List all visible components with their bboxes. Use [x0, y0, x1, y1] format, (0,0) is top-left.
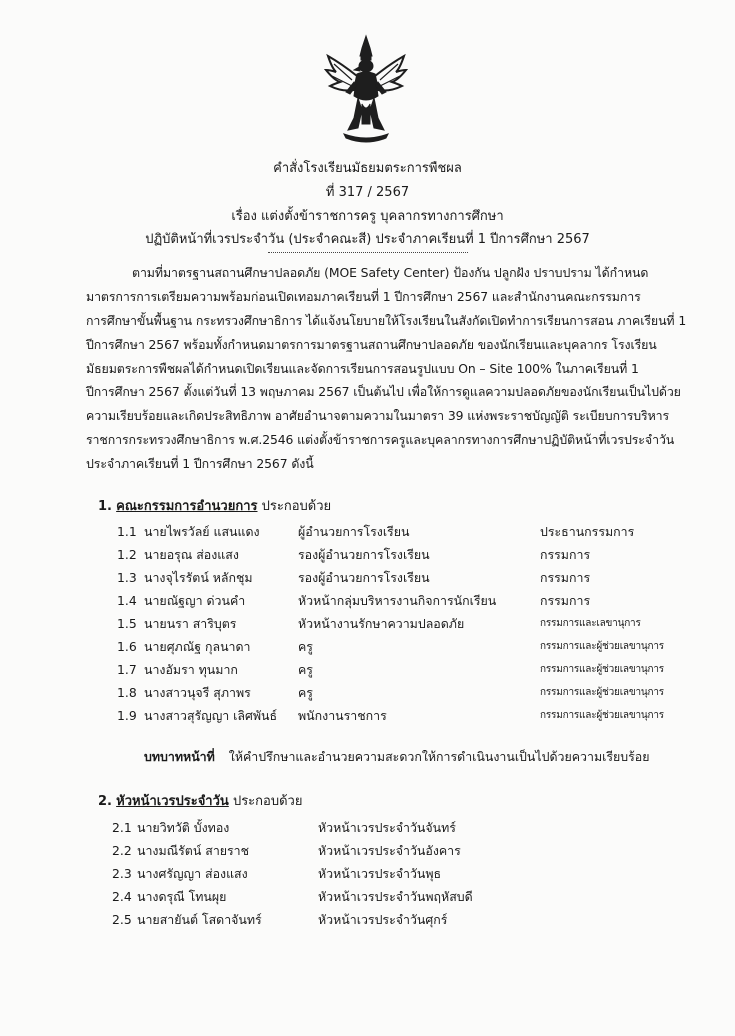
member-role: กรรมการและผู้ช่วยเลขานุการ [540, 687, 664, 698]
member-position: หัวหน้าเวรประจำวันจันทร์ [318, 820, 456, 835]
member-name: นายสายันต์ โสดาจันทร์ [137, 912, 262, 927]
dotted-divider [268, 252, 468, 253]
body-line: มัธยมตระการพืชผลได้กำหนดเปิดเรียนและจัดการเรียนการสอนรูปแบบ On – Site 100% ในภาคเรียนที่ 1 [86, 361, 639, 376]
member-position: หัวหน้าเวรประจำวันอังคาร [318, 843, 461, 858]
member-position: รองผู้อำนวยการโรงเรียน [298, 570, 430, 585]
table-row [0, 590, 735, 612]
member-position: ครู [298, 685, 313, 700]
garuda-emblem-icon [324, 34, 408, 146]
body-line: ประจำภาคเรียนที่ 1 ปีการศึกษา 2567 ดังนี้ [86, 456, 314, 471]
table-row [0, 659, 735, 681]
section1-heading [98, 498, 331, 516]
member-name: นางดรุณี โทนผุย [137, 889, 227, 904]
member-role: กรรมการและผู้ช่วยเลขานุการ [540, 710, 664, 721]
member-no: 1.7 [117, 662, 137, 677]
table-row [0, 705, 735, 727]
member-no: 1.1 [117, 524, 137, 539]
table-row [0, 613, 735, 635]
member-no: 2.5 [112, 912, 132, 927]
member-no: 1.8 [117, 685, 137, 700]
member-no: 1.9 [117, 708, 137, 723]
member-role: กรรมการและเลขานุการ [540, 618, 641, 629]
member-no: 2.2 [112, 843, 132, 858]
member-position: หัวหน้าเวรประจำวันพุธ [318, 866, 442, 881]
member-name: นางจุไรรัตน์ หลักชุม [144, 570, 253, 585]
member-no: 1.6 [117, 639, 137, 654]
member-no: 1.5 [117, 616, 137, 631]
table-row [0, 863, 735, 885]
member-name: นายศุภณัฐ กุลนาดา [144, 639, 251, 654]
member-no: 1.4 [117, 593, 137, 608]
member-no: 2.4 [112, 889, 132, 904]
table-row [0, 567, 735, 589]
body-line: ราชการกระทรวงศึกษาธิการ พ.ศ.2546 แต่งตั้งข้าราชการครูและบุคลากรทางการศึกษาปฏิบัติหน้าที่เวรประจำวัน [86, 432, 675, 447]
member-no: 1.3 [117, 570, 137, 585]
member-name: นางอัมรา ทุนมาก [144, 662, 238, 677]
duty-text: ให้คำปรึกษาและอำนวยความสะดวกให้การดำเนินงานเป็นไปด้วยความเรียบร้อย [228, 749, 650, 764]
member-position: ครู [298, 639, 313, 654]
section1-suffix: ประกอบด้วย [261, 499, 332, 514]
section1-title: คณะกรรมการอำนวยการ [116, 499, 258, 514]
member-role: กรรมการ [540, 570, 591, 585]
member-name: นายนรา สาริบุตร [144, 616, 237, 631]
section2-number: 2. [98, 794, 112, 809]
table-row [0, 886, 735, 908]
body-line: ตามที่มาตรฐานสถานศึกษาปลอดภัย (MOE Safety Center) ป้องกัน ปลูกฝัง ปราบปราม ได้กำหนด [132, 265, 649, 280]
member-position: หัวหน้าเวรประจำวันพฤหัสบดี [318, 889, 473, 904]
body-line: การศึกษาขั้นพื้นฐาน กระทรวงศึกษาธิการ ได้แจ้งนโยบายให้โรงเรียนในสังกัดเปิดทำการเรียนการสอน ภาคเรียนที่ 1 [86, 313, 687, 328]
member-name: นางสาวสุรัญญา เลิศพันธ์ [144, 708, 278, 723]
member-position: ผู้อำนวยการโรงเรียน [298, 524, 410, 539]
order-number: ที่ 317 / 2567 [325, 185, 410, 200]
member-position: รองผู้อำนวยการโรงเรียน [298, 547, 430, 562]
member-no: 1.2 [117, 547, 137, 562]
section2-suffix: ประกอบด้วย [232, 794, 303, 809]
body-line: มาตรการการเตรียมความพร้อมก่อนเปิดเทอมภาคเรียนที่ 1 ปีการศึกษา 2567 และสำนักงานคณะกรรมการ [86, 289, 641, 304]
member-name: นายอรุณ ส่องแสง [144, 547, 239, 562]
section2-title: หัวหน้าเวรประจำวัน [116, 794, 229, 809]
member-name: นายณัฐญา ด่วนคำ [144, 593, 246, 608]
table-row [0, 817, 735, 839]
member-position: พนักงานราชการ [298, 708, 387, 723]
member-no: 2.1 [112, 820, 132, 835]
order-title: คำสั่งโรงเรียนมัธยมตระการพืชผล [273, 161, 462, 176]
member-name: นางมณีรัตน์ สายราช [137, 843, 250, 858]
member-name: นายวิทวัติ บั้งทอง [137, 820, 230, 835]
member-no: 2.3 [112, 866, 132, 881]
member-role: กรรมการ [540, 547, 591, 562]
member-role: กรรมการ [540, 593, 591, 608]
member-position: ครู [298, 662, 313, 677]
member-role: กรรมการและผู้ช่วยเลขานุการ [540, 641, 664, 652]
table-row [0, 682, 735, 704]
duty-statement [144, 747, 650, 767]
member-role: ประธานกรรมการ [540, 524, 635, 539]
member-name: นางศรัญญา ส่องแสง [137, 866, 248, 881]
table-row [0, 840, 735, 862]
member-position: หัวหน้ากลุ่มบริหารงานกิจการนักเรียน [298, 593, 497, 608]
order-subject-line2: ปฏิบัติหน้าที่เวรประจำวัน (ประจำคณะสี) ประจำภาคเรียนที่ 1 ปีการศึกษา 2567 [145, 232, 590, 247]
body-line: ปีการศึกษา 2567 พร้อมทั้งกำหนดมาตรการมาตรฐานสถานศึกษาปลอดภัย ของนักเรียนและบุคลากร โรงเรียน [86, 337, 657, 352]
duty-label: บทบาทหน้าที่ [144, 749, 215, 764]
section2-heading [98, 793, 302, 811]
member-name: นายไพรวัลย์ แสนแดง [144, 524, 260, 539]
body-line: ปีการศึกษา 2567 ตั้งแต่วันที่ 13 พฤษภาคม 2567 เป็นต้นไป เพื่อให้การดูแลความปลอดภัยของนักเรียนเป็นไปด้วย [86, 384, 681, 399]
order-subject: เรื่อง แต่งตั้งข้าราชการครู บุคลากรทางการศึกษา [231, 209, 504, 224]
table-row [0, 521, 735, 543]
member-role: กรรมการและผู้ช่วยเลขานุการ [540, 664, 664, 675]
section1-number: 1. [98, 499, 112, 514]
table-row [0, 636, 735, 658]
table-row [0, 544, 735, 566]
member-position: หัวหน้าเวรประจำวันศุกร์ [318, 912, 448, 927]
member-position: หัวหน้างานรักษาความปลอดภัย [298, 616, 465, 631]
body-line: ความเรียบร้อยและเกิดประสิทธิภาพ อาศัยอำนาจตามความในมาตรา 39 แห่งพระราชบัญญัติ ระเบียบการบริหาร [86, 408, 670, 423]
member-name: นางสาวนุจรี สุภาพร [144, 685, 251, 700]
table-row [0, 909, 735, 931]
